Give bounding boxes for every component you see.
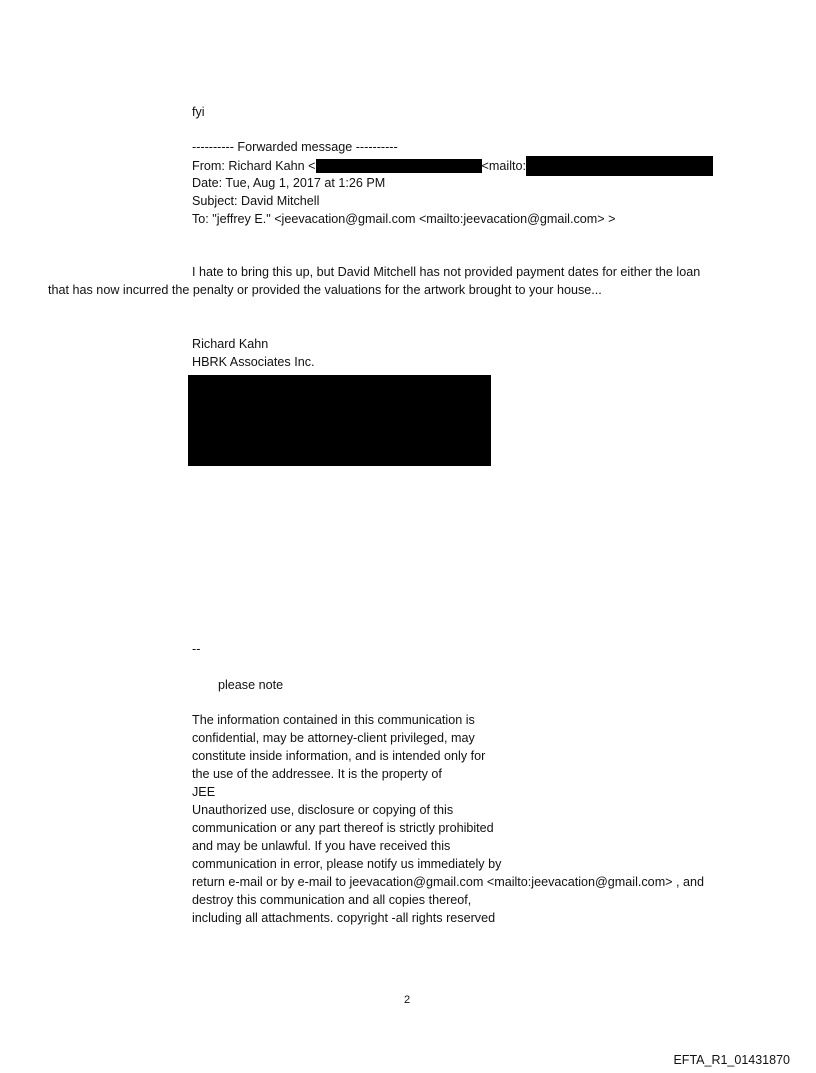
redaction-block [188, 375, 491, 466]
disclaimer-line: communication or any part thereof is strictly prohibited [192, 821, 494, 835]
page-number: 2 [404, 994, 411, 1006]
signature-company: HBRK Associates Inc. [192, 355, 315, 369]
please-note: please note [218, 678, 284, 692]
disclaimer-line: including all attachments. copyright -all rights reserved [192, 911, 496, 925]
forward-header: ---------- Forwarded message ---------- [192, 140, 398, 154]
separator: -- [192, 642, 201, 656]
subject-line: Subject: David Mitchell [192, 194, 320, 208]
disclaimer-line: Unauthorized use, disclosure or copying of this [192, 803, 454, 817]
disclaimer-line: the use of the addressee. It is the property of [192, 767, 442, 781]
redaction-block [316, 159, 482, 173]
redaction-block [526, 156, 713, 176]
from-prefix: From: Richard Kahn < [192, 159, 316, 173]
disclaimer-line: communication in error, please notify us immediately by [192, 857, 502, 871]
disclaimer-line: confidential, may be attorney-client privileged, may [192, 731, 475, 745]
intro-text: fyi [192, 105, 205, 119]
from-line [192, 156, 713, 176]
document-id: EFTA_R1_01431870 [673, 1053, 790, 1067]
to-line: To: "jeffrey E." <jeevacation@gmail.com <mailto:jeevacation@gmail.com> > [192, 212, 616, 226]
disclaimer-line: and may be unlawful. If you have received this [192, 839, 451, 853]
disclaimer-line: JEE [192, 785, 216, 799]
date-line: Date: Tue, Aug 1, 2017 at 1:26 PM [192, 176, 386, 190]
disclaimer-line: destroy this communication and all copies thereof, [192, 893, 472, 907]
disclaimer-line: return e-mail or by e-mail to jeevacation@gmail.com <mailto:jeevacation@gmail.com> , and [192, 875, 705, 889]
disclaimer-line: constitute inside information, and is intended only for [192, 749, 486, 763]
from-mailto: <mailto: [481, 159, 526, 173]
signature-name: Richard Kahn [192, 337, 269, 351]
body-line-2: that has now incurred the penalty or provided the valuations for the artwork brought to your house... [48, 283, 602, 297]
disclaimer-line: The information contained in this communication is [192, 713, 475, 727]
body-line-1: I hate to bring this up, but David Mitchell has not provided payment dates for either the loan [192, 265, 701, 279]
